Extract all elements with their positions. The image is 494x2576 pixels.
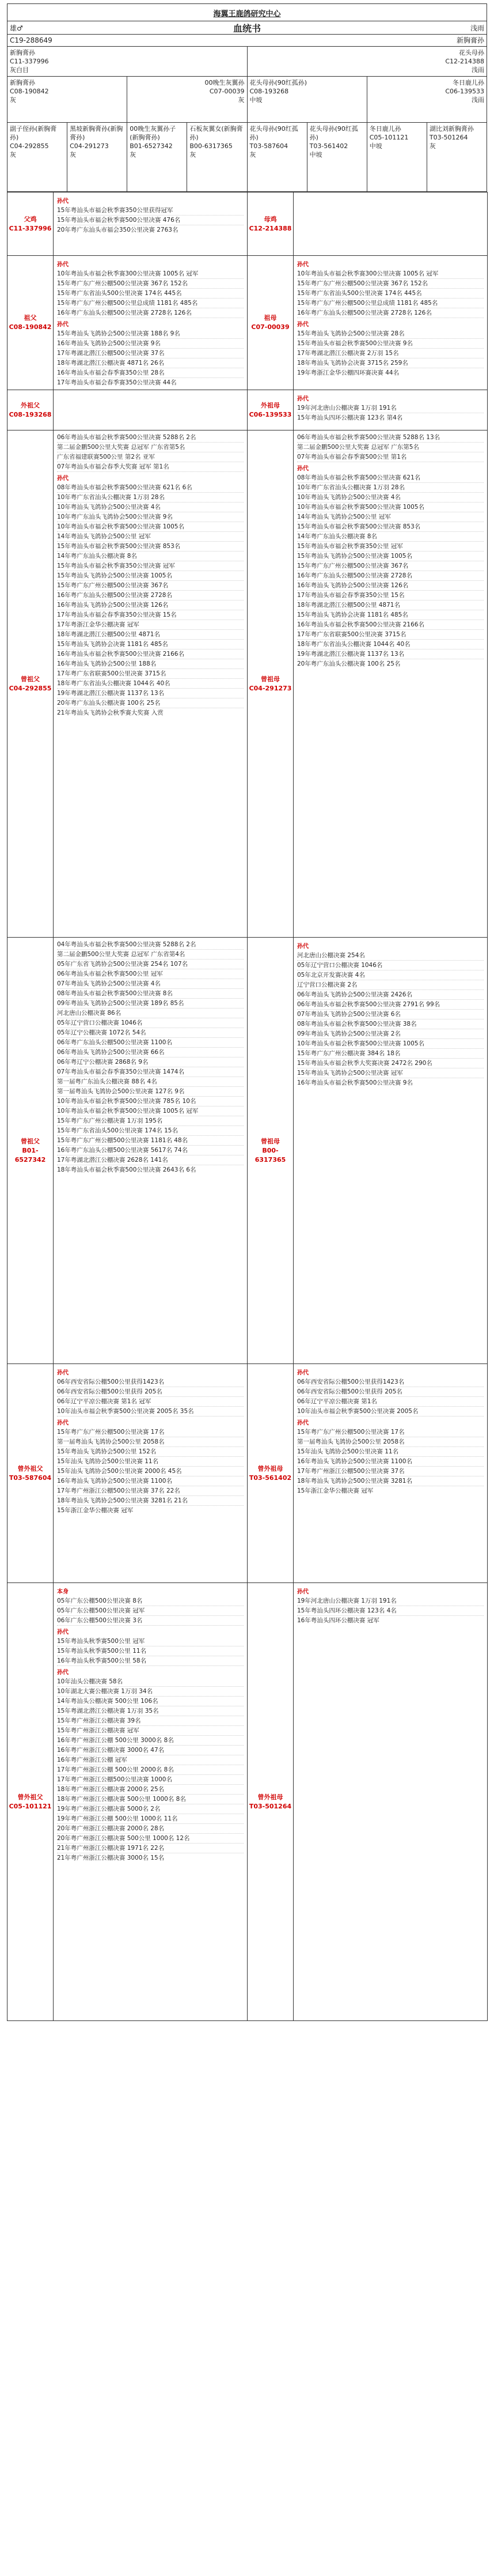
race-record: 16年粤广州浙江公棚 冠军 (57, 1755, 244, 1765)
race-record: 15年粤广东广州公棚500公里决赛 17名 (297, 1427, 484, 1437)
race-record: 16年粤汕头飞鸽协会500公里决赛 1100名 (57, 1476, 244, 1486)
org-title: 海翼王鹿鸽研究中心 (7, 3, 487, 21)
race-record: 10年湖北大赛公棚决赛 1万羽 34名 (57, 1687, 244, 1697)
race-record: 06年粤广东汕头公棚500公里决赛 1100名 (57, 1038, 244, 1048)
race-record: 第一届粤汕头飞鸽协会500公里 2058名 (57, 1437, 244, 1447)
great-cell: 冬日鹿儿孙 C05-101121 中坡 (367, 123, 427, 192)
record-relation: 父鸡 (24, 215, 37, 223)
race-record: 10年汕头公棚决赛 58名 (57, 1677, 244, 1687)
race-record: 10年汕头市福会秋季赛500公里决赛 2005名 35名 (57, 1407, 244, 1417)
race-record: 10年粤汕头市福会秋季赛500公里决赛 785名 10名 (57, 1097, 244, 1106)
race-record: 16年粤汕头飞鸽协会500公里决赛 126名 (297, 581, 484, 591)
pedigree-tree (7, 46, 487, 192)
race-record: 17年粤汕头市福会春季赛350公里决赛 44名 (57, 379, 177, 386)
record-label-cell (248, 938, 294, 1364)
race-record: 20年粤广州浙江公棚决赛 500公里 1000名 12名 (57, 1834, 244, 1844)
race-record: 17年粤浙江金华公棚决赛 冠军 (57, 620, 244, 630)
record-ring: C06-139533 (249, 410, 292, 418)
record-relation: 祖父 (24, 314, 37, 322)
race-record: 广东省福建联赛500公里 第2名 亚军 (57, 452, 244, 462)
record-ring: B01-6527342 (14, 1146, 46, 1164)
owner-label: 雄♂ (10, 24, 23, 32)
race-record: 10年粤汕头市福会秋季赛300公里决赛 1005名 冠军 (57, 269, 244, 279)
race-record: 15年粤广东广州公棚决赛 1万羽 195名 (57, 1116, 244, 1126)
race-record: 06年粤汕头市福会秋季赛500公里 冠军 (57, 969, 244, 979)
race-record: 15年粤汕头市福会秋季赛500公里决赛 476名 (57, 216, 244, 225)
race-record: 18年粤广东省汕头公棚决赛 1044名 40名 (297, 640, 484, 649)
race-record: 15年粤广东省汕头500公里决赛 174名 15名 (57, 1126, 244, 1136)
race-record: 15年粤汕头飞鸽协会决赛 1181名 485名 (57, 640, 244, 649)
record-section-head: 孙代 (297, 322, 309, 328)
race-record: 06年西安省际公棚500公里获得1423名 (297, 1377, 484, 1387)
race-record: 06年西安省际公棚500公里获得1423名 (57, 1377, 244, 1387)
race-record: 15年粤广东广州公棚决赛 384名 18名 (297, 1049, 484, 1059)
record-label-cell (248, 192, 294, 256)
race-record: 15年粤广东广州公棚500公里决赛 367名 (297, 561, 484, 571)
race-record: 15年粤汕头飞鸽协会500公里决赛 冠军 (297, 1068, 484, 1078)
record-section-head: 孙代 (297, 1420, 309, 1426)
grand-cell: 00晚生灰翼孙 C07-00039 灰 (127, 77, 247, 123)
record-label-cell (7, 1583, 54, 2021)
record-label-cell (248, 1583, 294, 2021)
record-relation: 祖母 (264, 314, 277, 322)
record-relation: 曾祖父 (21, 675, 40, 683)
race-record: 04年粤汕头市福会秋季赛500公里决赛 5288名 2名 (57, 940, 244, 950)
race-record: 15年粤广东广州公棚500公里总成绩 1181名 485名 (57, 299, 244, 308)
record-relation: 曾外祖母 (257, 1464, 283, 1472)
race-record: 18年粤汕头飞鸽协会500公里决赛 3281名 21名 (57, 1496, 244, 1506)
race-record: 16年粤汕头秋季赛500公里 58名 (57, 1656, 244, 1666)
race-record: 14年粤汕头飞鸽协会500公里 冠军 (297, 512, 484, 522)
record-list-cell (54, 192, 248, 256)
race-record: 15年粤广东广州公棚500公里决赛 1181名 48名 (57, 1136, 244, 1146)
race-record: 17年粤广东省联赛500公里决赛 3715名 (57, 669, 244, 679)
race-record: 18年粤汕头飞鸽协会500公里决赛 3281名 (297, 1476, 484, 1486)
record-ring: C05-101121 (9, 1802, 52, 1810)
record-ring: C07-00039 (251, 323, 290, 331)
race-record: 15年汕头飞鸽协会500公里决赛 2000名 45名 (57, 1467, 244, 1476)
race-record: 16年粤汕头飞鸽协会500公里决赛 9名 (57, 339, 244, 349)
race-record: 05年辽宁营口公棚决赛 1046名 (297, 961, 484, 970)
race-record: 06年粤汕头飞鸽协会500公里决赛 2426名 (297, 990, 484, 1000)
race-record: 10年粤汕头飞鸽协会500公里决赛 4名 (297, 493, 484, 503)
race-record: 20年粤广东汕头公棚决赛 100名 25名 (57, 698, 244, 708)
grand-cell: 花头母孙(90红孤孙) C08-193268 中坡 (247, 77, 367, 123)
race-record: 16年粤汕头市福会春季赛350公里 28名 (57, 368, 244, 378)
race-record: 16年粤广东汕头公棚500公里决赛 2728名 (57, 591, 244, 600)
race-record: 15年粤汕头秋季赛500公里 冠军 (57, 1637, 244, 1646)
record-section-head: 孙代 (57, 475, 69, 482)
race-record: 07年粤汕头飞鸽协会500公里决赛 4名 (57, 979, 244, 989)
race-record: 14年粤汕头公棚决赛 500公里 106名 (57, 1697, 244, 1706)
record-section-head: 孙代 (297, 943, 309, 950)
record-ring: C12-214388 (249, 224, 292, 232)
record-ring: T03-587604 (9, 1474, 52, 1482)
record-section-head: 孙代 (57, 1370, 69, 1376)
race-record: 15年粤汕头飞鸽协会500公里 152名 (57, 1447, 244, 1457)
race-record: 15年粤汕头市福会秋季赛350公里获得冠军 (57, 206, 244, 216)
race-record: 10年粤汕头市福会秋季赛500公里决赛 1005名 (297, 503, 484, 512)
race-record: 05年广东省飞鸽协会500公里决赛 254名 107名 (57, 960, 244, 969)
race-record: 15年粤汕头飞鸽协会500公里决赛 188名 9名 (57, 329, 244, 339)
record-section-head: 本身 (57, 1589, 69, 1595)
ring-row (7, 34, 487, 46)
record-list-cell (54, 938, 248, 1364)
race-record: 河北唐山公棚决赛 254名 (297, 951, 484, 961)
pedigree-document (7, 3, 487, 2021)
record-ring: C08-190842 (9, 323, 52, 331)
race-record: 10年粤汕头市福会秋季赛500公里决赛 1005名 (57, 522, 244, 532)
record-label-cell (7, 1364, 54, 1583)
record-row (7, 430, 488, 938)
record-section-head: 孙代 (57, 322, 69, 328)
race-record: 07年粤汕头市福会春季赛500公里 第1名 (297, 452, 484, 462)
race-record: 17年粤湖北潜江公棚500公里决赛 37名 (57, 349, 244, 358)
race-record: 第一届粤汕头飞鸽协会500公里决赛 127名 9名 (57, 1087, 244, 1097)
race-record: 21年粤汕头飞鸽协会秋季赛大奖赛 入赏 (57, 709, 164, 716)
race-record: 15年粤湖北潜江公棚决赛 1万羽 35名 (57, 1706, 244, 1716)
race-record: 10年汕头市福会秋季赛500公里决赛 2005名 (297, 1407, 484, 1417)
race-record: 06年西安省际公棚500公里获得 205名 (297, 1387, 484, 1397)
record-section-head: 孙代 (297, 262, 309, 268)
race-record: 17年粤湖北潜江公棚决赛 2628名 141名 (57, 1155, 244, 1165)
record-relation: 曾祖母 (261, 1137, 280, 1145)
record-label-cell (7, 430, 54, 938)
record-list-cell (294, 1583, 488, 2021)
record-label-cell (7, 192, 54, 256)
race-record: 08年粤汕头市福会秋季赛500公里决赛 8名 (57, 989, 244, 999)
race-record: 14年粤汕头飞鸽协会500公里 冠军 (57, 532, 244, 542)
race-record: 16年粤广东汕头公棚500公里决赛 2728名 126名 (297, 308, 484, 318)
parent-cell-sire: 新胸膏孙 C11-337996 灰白目 (7, 47, 248, 77)
record-ring: C04-291273 (249, 684, 292, 692)
record-section-head: 孙代 (297, 1370, 309, 1376)
record-relation: 曾祖父 (21, 1137, 40, 1145)
record-label-cell (7, 938, 54, 1364)
race-record: 16年粤广东汕头公棚500公里决赛 2728名 126名 (57, 308, 244, 318)
sire-line: 新胸膏孙 (456, 36, 484, 44)
record-relation: 曾外祖父 (17, 1464, 43, 1472)
race-record: 19年粤浙江金华公棚四环赛决赛 44名 (297, 369, 400, 376)
race-record: 15年粤汕头飞鸽协会500公里决赛 28名 (297, 329, 484, 339)
race-record: 17年粤广东省联赛500公里决赛 3715名 (297, 630, 484, 640)
race-record: 10年粤汕头市福会秋季赛300公里决赛 1005名 冠军 (297, 269, 484, 279)
race-record: 15年粤广州浙江公棚决赛 冠军 (57, 1726, 244, 1736)
record-relation: 外祖父 (21, 401, 40, 409)
race-record: 20年粤广东汕头市福会350公里决赛 2763名 (57, 226, 178, 233)
race-record: 05年辽宁营口公棚决赛 1046名 (57, 1018, 244, 1028)
race-record: 15年浙江金华公棚决赛 冠军 (297, 1487, 374, 1494)
race-record: 19年粤湖北潜江公棚决赛 1137名 13名 (57, 689, 244, 698)
race-record: 06年辽宁平凉公棚决赛 第1名 冠军 (57, 1397, 244, 1407)
record-ring: C08-193268 (9, 410, 52, 418)
race-record: 06年粤汕头市福会秋季赛500公里决赛 5288名 2名 (57, 433, 244, 443)
great-cell: 湖比刘新胸膏孙 T03-501264 灰 (427, 123, 487, 192)
race-record: 第二届金鹏500公里大奖赛 总冠军 广东省第4名 (57, 950, 244, 960)
record-list-cell (294, 1364, 488, 1583)
race-record: 05年广东公棚500公里决赛 8名 (57, 1596, 244, 1606)
race-record: 10年粤广东汕头飞鸽协会500公里决赛 9名 (57, 512, 244, 522)
parent-cell-dam: 花头母孙 C12-214388 浅雨 (247, 47, 487, 77)
record-section-head: 孙代 (297, 466, 309, 472)
race-record: 辽宁营口公棚决赛 2名 (297, 980, 484, 990)
record-section-head: 孙代 (57, 1670, 69, 1676)
race-record: 17年粤湖北潜江公棚决赛 2万羽 15名 (297, 349, 484, 358)
record-ring: T03-501264 (249, 1802, 292, 1810)
grand-cell: 冬日鹿儿孙 C06-139533 浅雨 (367, 77, 487, 123)
ring-number: C19-288649 (10, 36, 52, 44)
race-record: 16年粤汕头市福会秋季赛500公里决赛 9名 (297, 1079, 413, 1086)
race-record: 15年粤汕头市福会秋季赛500公里决赛 9名 (297, 339, 484, 349)
record-label-cell (248, 256, 294, 390)
race-record: 15年汕头飞鸽协会500公里决赛 11名 (297, 1447, 484, 1457)
record-row (7, 256, 488, 390)
record-ring: C04-292855 (9, 684, 52, 692)
race-record: 10年粤汕头飞鸽协会500公里决赛 4名 (57, 503, 244, 512)
record-ring: T03-561402 (249, 1474, 292, 1482)
race-record: 17年粤广州浙江公棚500公里决赛 37名 22名 (57, 1486, 244, 1496)
race-record: 16年粤汕头飞鸽协会500公里决赛 1100名 (297, 1457, 484, 1467)
race-record: 05年北京开发赛决赛 4名 (297, 970, 484, 980)
record-relation: 外祖母 (261, 401, 280, 409)
doc-title: 血统书 (233, 22, 261, 34)
race-record: 18年粤广州浙江公棚决赛 2000名 25名 (57, 1785, 244, 1795)
race-record: 16年粤汕头飞鸽协会500公里决赛 126名 (57, 600, 244, 610)
race-record: 06年粤汕头市福会秋季赛500公里决赛 2791名 99名 (297, 1000, 484, 1010)
race-record: 15年粤广州浙江公棚决赛 39名 (57, 1716, 244, 1726)
record-section-head: 孙代 (57, 198, 69, 205)
race-record: 第一届粤汕头飞鸽协会500公里 2058名 (297, 1437, 484, 1447)
race-record: 17年粤汕头市福会春季赛350公里 15名 (297, 591, 484, 600)
race-record: 15年粤广东广州公棚500公里决赛 367名 152名 (57, 279, 244, 289)
race-record: 07年粤汕头市福会春季赛350公里决赛 1474名 (57, 1067, 244, 1077)
great-cell: 黑坡新胸膏孙(新胸膏孙) C04-291273 灰 (67, 123, 127, 192)
race-record: 10年粤广东省汕头公棚决赛 1万羽 28名 (297, 483, 484, 493)
race-record: 08年粤汕头市福会秋季赛500公里决赛 38名 (297, 1019, 484, 1029)
race-record: 15年粤汕头市福会秋季赛350公里决赛 冠军 (57, 561, 244, 571)
race-record: 15年粤汕头四环公棚决赛 123名 4名 (297, 1606, 484, 1616)
race-record: 16年粤广州浙江公棚决赛 3000名 47名 (57, 1746, 244, 1755)
race-record: 06年广东公棚500公里决赛 3名 (57, 1616, 244, 1626)
record-label-cell (248, 1364, 294, 1583)
race-record: 10年粤广东省汕头公棚决赛 1万羽 28名 (57, 493, 244, 503)
record-label-cell (248, 430, 294, 938)
race-record: 19年河北唐山公棚决赛 1万羽 191名 (297, 1596, 484, 1606)
record-list-cell (294, 192, 488, 256)
record-section-head: 孙代 (57, 1629, 69, 1636)
record-list-cell (54, 1364, 248, 1583)
great-cell: 00晚生灰翼孙子(新胸膏孙) B01-6527342 灰 (127, 123, 187, 192)
race-record: 06年粤汕头飞鸽协会500公里决赛 66名 (57, 1048, 244, 1057)
race-record: 17年粤广州浙江公棚500公里决赛 37名 (297, 1467, 484, 1476)
race-record: 第二届金鹏500公里大奖赛 总冠军 广东第5名 (297, 443, 484, 452)
record-list-cell (54, 256, 248, 390)
race-record: 09年粤汕头飞鸽协会500公里决赛 189名 85名 (57, 999, 244, 1009)
race-record: 07年粤汕头市福会春季大奖赛 冠军 第1名 (57, 462, 244, 472)
race-record: 14年粤广东汕头公棚决赛 8名 (57, 552, 244, 561)
record-list-cell (54, 1583, 248, 2021)
race-record: 20年粤广东汕头公棚决赛 100名 25名 (297, 660, 401, 667)
race-record: 10年粤汕头市福会秋季赛500公里决赛 1005名 (297, 1039, 484, 1049)
race-record: 18年粤广东省汕头公棚决赛 1044名 40名 (57, 679, 244, 689)
race-record: 07年粤汕头飞鸽协会500公里决赛 6名 (297, 1010, 484, 1019)
great-cell: 副子侄孙(新胸膏孙) C04-292855 灰 (7, 123, 67, 192)
record-label-cell (248, 390, 294, 430)
race-record: 05年辽宁公棚决赛 1072名 54名 (57, 1028, 244, 1038)
race-record: 16年粤广州浙江公棚 500公里 3000名 8名 (57, 1736, 244, 1746)
record-row (7, 1583, 488, 2021)
record-label-cell (7, 390, 54, 430)
race-record: 15年汕头飞鸽协会500公里决赛 11名 (57, 1457, 244, 1467)
record-relation: 曾外祖父 (17, 1793, 43, 1801)
race-record: 15年粤汕头秋季赛500公里 11名 (57, 1646, 244, 1656)
race-record: 15年粤广东广州公棚500公里决赛 367名 (57, 581, 244, 591)
race-record: 21年粤广州浙江公棚决赛 1971名 22名 (57, 1844, 244, 1853)
race-record: 15年粤汕头市福会秋季赛500公里决赛 853名 (57, 542, 244, 552)
record-relation: 母鸡 (264, 215, 277, 223)
race-record: 第一届粤广东汕头公棚决赛 88名 4名 (57, 1077, 244, 1087)
race-record: 15年粤广东省汕头500公里决赛 174名 445名 (57, 289, 244, 299)
records-table (7, 192, 488, 2021)
record-row (7, 390, 488, 430)
race-record: 15年粤汕头飞鸽协会决赛 1181名 485名 (297, 610, 484, 620)
race-record: 河北唐山公棚决赛 86名 (57, 1009, 244, 1018)
race-record: 18年粤汕头飞鸽协会决赛 3715名 259名 (297, 358, 484, 368)
race-record: 19年粤广州浙江公棚 500公里 1000名 11名 (57, 1814, 244, 1824)
record-relation: 曾外祖母 (257, 1793, 283, 1801)
race-record: 15年粤汕头市福会秋季大奖赛决赛 2472名 290名 (297, 1059, 484, 1068)
great-cell: 花头母孙(90红孤孙) T03-561402 中坡 (307, 123, 367, 192)
race-record: 18年粤湖北潜江公棚500公里 4871名 (57, 630, 244, 640)
race-record: 16年粤汕头市福会秋季赛500公里决赛 2166名 (297, 620, 484, 630)
race-record: 18年粤湖北潜江公棚决赛 4871名 26名 (57, 358, 244, 368)
race-record: 06年粤辽宁公棚决赛 2868名 9名 (57, 1057, 244, 1067)
record-list-cell (294, 938, 488, 1364)
race-record: 18年粤广州浙江公棚决赛 500公里 1000名 8名 (57, 1795, 244, 1804)
race-record: 18年粤汕头市福会秋季赛500公里决赛 2643名 6名 (57, 1166, 196, 1173)
race-record: 16年粤广东汕头公棚500公里决赛 5617名 74名 (57, 1146, 244, 1155)
record-list-cell (54, 390, 248, 430)
race-record: 17年粤广州浙江公棚500公里决赛 1000名 (57, 1775, 244, 1785)
record-list-cell (294, 256, 488, 390)
race-record: 18年粤湖北潜江公棚500公里 4871名 (297, 600, 484, 610)
race-record: 15年粤汕头飞鸽协会500公里决赛 1005名 (297, 552, 484, 561)
record-list-cell (294, 430, 488, 938)
record-list-cell (54, 430, 248, 938)
race-record: 16年粤汕头市福会秋季赛500公里决赛 2166名 (57, 649, 244, 659)
race-record: 16年粤汕头四环公棚决赛 冠军 (297, 1617, 379, 1624)
race-record: 20年粤广州浙江公棚决赛 2000名 28名 (57, 1824, 244, 1834)
grand-cell: 新胸膏孙 C08-190842 灰 (7, 77, 127, 123)
record-ring: B00-6317365 (254, 1146, 286, 1164)
race-record: 15年粤广东广州公棚500公里决赛 367名 152名 (297, 279, 484, 289)
race-record: 06年粤汕头市福会秋季赛500公里决赛 5288名 13名 (297, 433, 484, 443)
record-row (7, 938, 488, 1364)
race-record: 06年辽宁平凉公棚决赛 第1名 (297, 1397, 484, 1407)
race-record: 15年粤汕头四环公棚决赛 123名 第4名 (297, 414, 403, 421)
record-row (7, 1364, 488, 1583)
race-record: 17年粤广州浙江公棚 500公里 2000名 8名 (57, 1765, 244, 1775)
race-record: 10年粤汕头市福会秋季赛500公里决赛 1005名 冠军 (57, 1106, 244, 1116)
record-section-head: 孙代 (57, 262, 69, 268)
race-record: 16年粤广东汕头公棚500公里决赛 2728名 (297, 571, 484, 581)
race-record: 14年粤广东汕头公棚决赛 8名 (297, 532, 484, 542)
race-record: 15年粤汕头市福会秋季赛500公里决赛 853名 (297, 522, 484, 532)
race-record: 15年粤汕头飞鸽协会500公里决赛 1005名 (57, 571, 244, 581)
race-record: 19年粤湖北潜江公棚决赛 1137名 13名 (297, 649, 484, 659)
race-record: 06年西安省际公棚500公里获得 205名 (57, 1387, 244, 1397)
race-record: 15年粤广东省汕头500公里决赛 174名 445名 (297, 289, 484, 299)
race-record: 第二届金鹏500公里大奖赛 总冠军 广东省第5名 (57, 443, 244, 452)
race-record: 08年粤汕头市福会秋季赛500公里决赛 621名 6名 (57, 483, 244, 493)
title-row (7, 21, 487, 34)
record-section-head: 孙代 (297, 1589, 309, 1595)
record-section-head: 孙代 (297, 396, 309, 402)
record-relation: 曾祖母 (261, 675, 280, 683)
race-record: 05年广东公棚500公里决赛 冠军 (57, 1606, 244, 1616)
race-record: 15年浙江金华公棚决赛 冠军 (57, 1507, 134, 1514)
race-record: 17年粤汕头市福会春季赛350公里决赛 15名 (57, 610, 244, 620)
race-record: 19年粤广州浙江公棚决赛 5000名 2名 (57, 1804, 244, 1814)
race-record: 15年粤广东广州公棚500公里总成绩 1181名 485名 (297, 299, 484, 308)
record-ring: C11-337996 (9, 224, 52, 232)
record-section-head: 孙代 (57, 1420, 69, 1426)
race-record: 19年河北唐山公棚决赛 1万羽 191名 (297, 403, 484, 413)
race-record: 16年粤汕头飞鸽协会500公里 188名 (57, 659, 244, 669)
record-list-cell (294, 390, 488, 430)
great-cell: 花头母孙(90红孤孙) T03-587604 灰 (247, 123, 307, 192)
bird-color: 浅雨 (470, 24, 484, 32)
race-record: 21年粤广州浙江公棚决赛 3000名 15名 (57, 1854, 165, 1861)
race-record: 15年粤广东广州公棚500公里决赛 17名 (57, 1427, 244, 1437)
race-record: 09年粤汕头飞鸽协会500公里决赛 2名 (297, 1029, 484, 1039)
record-label-cell (7, 256, 54, 390)
record-row (7, 192, 488, 256)
great-cell: 石板灰翼女(新胸膏孙) B00-6317365 灰 (187, 123, 247, 192)
race-record: 15年粤汕头市福会秋季赛350公里 冠军 (297, 542, 484, 552)
race-record: 08年粤汕头市福会秋季赛500公里决赛 621名 (297, 473, 484, 483)
